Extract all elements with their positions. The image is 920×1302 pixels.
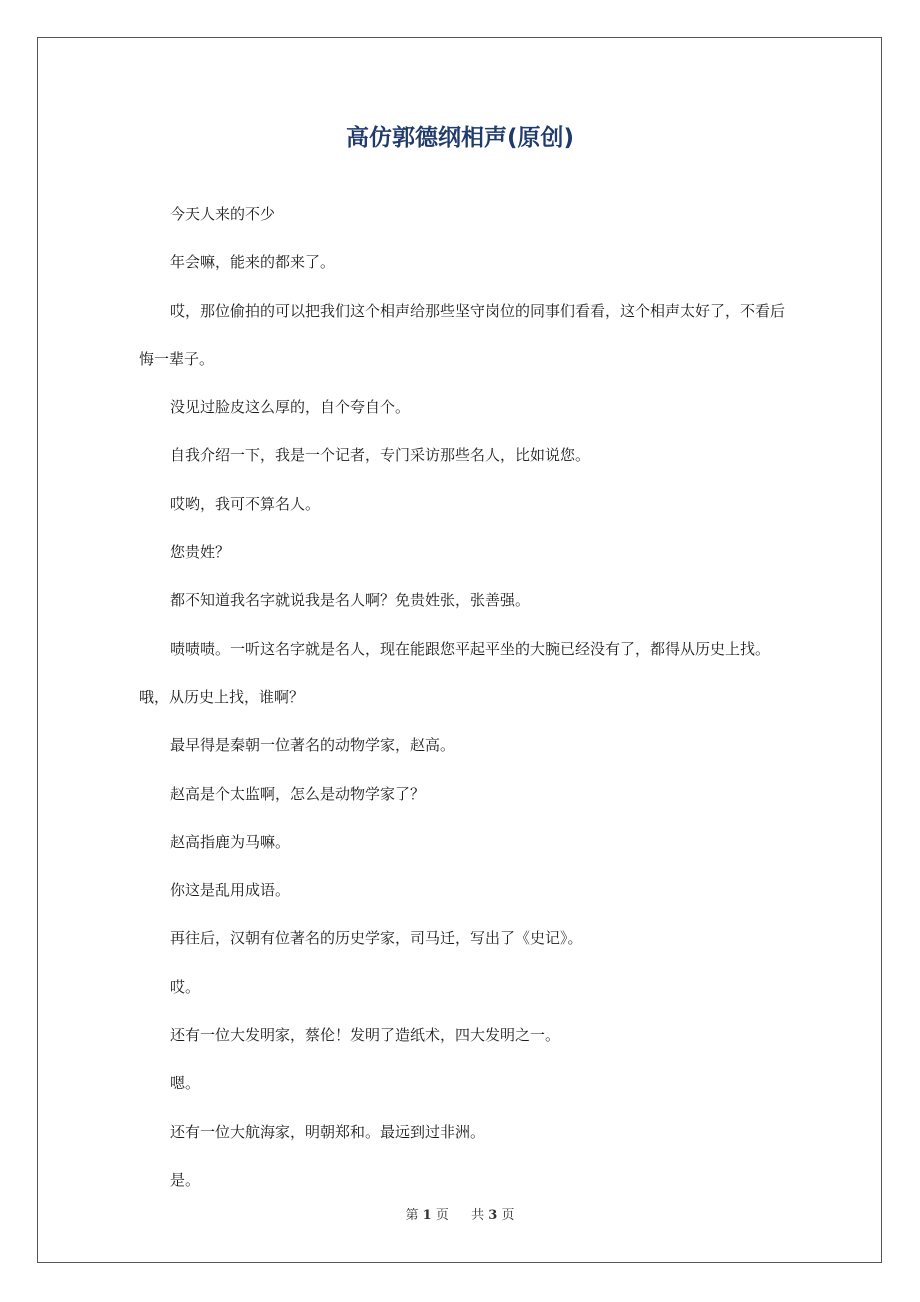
current-page-number: 1 <box>422 1208 432 1223</box>
document-title: 高仿郭德纲相声(原创) <box>345 125 575 151</box>
paragraph: 赵高指鹿为马嘛。 <box>170 832 291 851</box>
paragraph: 都不知道我名字就说我是名人啊？免贵姓张，张善强。 <box>170 591 531 610</box>
paragraph: 还有一位大航海家，明朝郑和。最远到过非洲。 <box>170 1122 486 1141</box>
paragraph: 你这是乱用成语。 <box>170 881 291 900</box>
paragraph: 啧啧啧。一听这名字就是名人，现在能跟您平起平坐的大腕已经没有了，都得从历史上找。哦，从历史上找，谁啊？ <box>139 639 771 706</box>
page-suffix: 页 <box>435 1208 449 1223</box>
paragraph: 今天人来的不少 <box>170 205 276 223</box>
paragraph: 自我介绍一下，我是一个记者，专门采访那些名人，比如说您。 <box>170 446 591 465</box>
document-body <box>139 190 799 1204</box>
paragraph: 哎哟，我可不算名人。 <box>170 494 321 513</box>
paragraph: 您贵姓？ <box>170 543 231 562</box>
paragraph: 赵高是个太监啊，怎么是动物学家了？ <box>170 784 426 803</box>
paragraph: 最早得是秦朝一位著名的动物学家，赵高。 <box>170 736 456 755</box>
total-suffix: 页 <box>501 1208 515 1223</box>
total-prefix: 共 <box>471 1208 485 1223</box>
paragraph: 还有一位大发明家，蔡伦！发明了造纸术，四大发明之一。 <box>170 1026 561 1045</box>
page-footer <box>0 1206 920 1226</box>
paragraph: 再往后，汉朝有位著名的历史学家，司马迁，写出了《史记》。 <box>170 929 583 948</box>
paragraph: 哎，那位偷拍的可以把我们这个相声给那些坚守岗位的同事们看看，这个相声太好了，不看后悔一辈子。 <box>139 301 786 368</box>
paragraph: 哎。 <box>170 977 201 996</box>
paragraph: 没见过脸皮这么厚的，自个夸自个。 <box>170 398 411 417</box>
paragraph: 嗯。 <box>170 1074 201 1093</box>
paragraph: 是。 <box>170 1170 201 1189</box>
paragraph: 年会嘛，能来的都来了。 <box>170 253 336 272</box>
page-prefix: 第 <box>405 1208 419 1223</box>
total-page-count: 3 <box>488 1208 498 1223</box>
